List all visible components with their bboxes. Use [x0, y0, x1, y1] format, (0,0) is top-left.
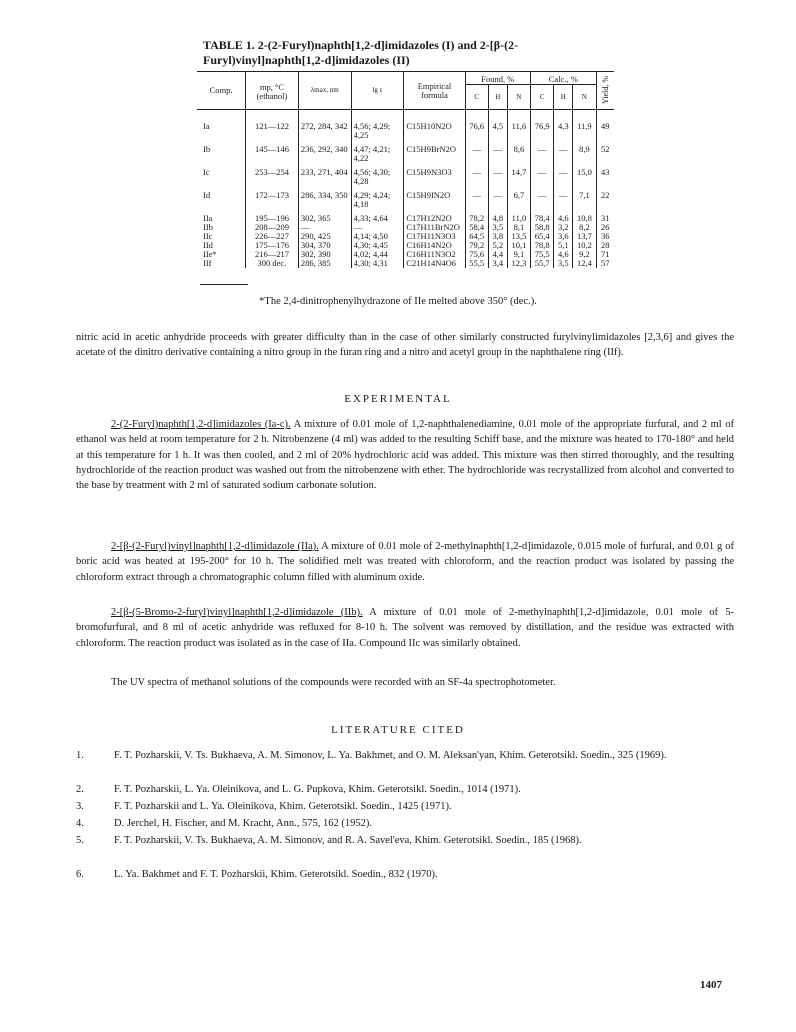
table-row [197, 259, 614, 268]
table-end-rule [200, 284, 248, 285]
reference-text: F. T. Pozharskii, V. Ts. Bukhaeva, A. M. Simonov, L. Ya. Bakhmet, and O. M. Aleksan'yan, Khim. Geterotsikl. Soedin., 325 (1969). [114, 750, 667, 761]
table-cell-cn: 7,1 [573, 186, 596, 209]
table-cell-cn: 11,9 [573, 110, 596, 141]
table-cell-comp: Ic [203, 167, 210, 177]
header-comp: Comp. [197, 72, 246, 110]
table-cell-fc: — [465, 186, 488, 209]
table-cell-cc: 78,8 [531, 241, 554, 250]
table-cell-fh: 3,8 [488, 232, 507, 241]
table-cell-mp: 300 dec. [246, 259, 299, 268]
table-cell-cn: 15,0 [573, 163, 596, 186]
table-cell-comp: Ib [203, 144, 211, 154]
table-cell-lambda: 286, 334, 350 [298, 186, 351, 209]
table-cell-lg: 4,02; 4,44 [351, 250, 404, 259]
table-cell-mp: 121—122 [246, 110, 299, 141]
table-cell-mp: 208—209 [246, 223, 299, 232]
table-cell-fc: 64,5 [465, 232, 488, 241]
table-footnote: *The 2,4-dinitrophenylhydrazone of IIe melted above 350° (dec.). [259, 296, 537, 307]
table-cell-mp: 172—173 [246, 186, 299, 209]
table-cell-formula: C17H11BrN2O [404, 223, 465, 232]
table-cell-lg: 4,56; 4,30; 4,28 [351, 163, 404, 186]
table-cell-fh: 4,8 [488, 209, 507, 223]
header-calc: Calc., % [531, 72, 596, 85]
table-cell-yield: 31 [596, 209, 614, 223]
table-cell-fn: 6,7 [507, 186, 530, 209]
table-cell-fn: 11,6 [507, 110, 530, 141]
reference-number: 4. [76, 818, 84, 829]
experimental-paragraph-4: The UV spectra of methanol solutions of the compounds were recorded with an SF-4a spectrophotometer. [111, 677, 556, 688]
table-row [197, 140, 614, 163]
intro-paragraph: nitric acid in acetic anhydride proceeds with greater difficulty than in the case of other similarly constructed furylvinylimidazoles [2,3,6] and gives the acetate of the dinitro derivative containing a nitro group in the furan ring and a nitro and acetyl group in the naphthalene ring (IIf). [76, 332, 734, 359]
table-cell-fc: 58,4 [465, 223, 488, 232]
table-cell-formula: C17H12N2O [404, 209, 465, 223]
table-cell-yield: 36 [596, 232, 614, 241]
experimental-heading: EXPERIMENTAL [344, 393, 452, 405]
table-cell-fh: 4,5 [488, 110, 507, 141]
reference-number: 2. [76, 784, 84, 795]
table-cell-mp: 145—146 [246, 140, 299, 163]
table-cell-lambda: 290, 425 [298, 232, 351, 241]
table-cell-cn: 10,8 [573, 209, 596, 223]
reference-text: D. Jerchel, H. Fischer, and M. Kracht, Ann., 575, 162 (1952). [114, 818, 372, 829]
table-cell-ch: 3,6 [554, 232, 573, 241]
header-found-c: C [465, 85, 488, 110]
table-cell-comp: IIf [203, 258, 212, 268]
table-cell-yield: 43 [596, 163, 614, 186]
table-cell-lg: — [351, 223, 404, 232]
table-cell-ch: — [554, 186, 573, 209]
table-cell-fh: — [488, 140, 507, 163]
table-cell-formula: C21H14N4O6 [404, 259, 465, 268]
table-cell-yield: 49 [596, 110, 614, 141]
table-row [197, 186, 614, 209]
table-cell-formula: C15H9BrN2O [404, 140, 465, 163]
page-number: 1407 [700, 979, 722, 991]
table-cell-fc: 79,2 [465, 241, 488, 250]
table-cell-comp: IId [203, 240, 213, 250]
table-cell-fh: — [488, 186, 507, 209]
reference-number: 5. [76, 835, 84, 846]
paragraph-1-title: 2-(2-Furyl)naphth[1,2-d]imidazoles (Ia-c). [111, 419, 291, 430]
table-cell-cc: 75,5 [531, 250, 554, 259]
table-body [197, 110, 614, 269]
reference-number: 3. [76, 801, 84, 812]
table-cell-ch: 5,1 [554, 241, 573, 250]
table-cell-cc: 58,8 [531, 223, 554, 232]
table-cell-ch: 4,6 [554, 209, 573, 223]
table-cell-cc: — [531, 140, 554, 163]
table-cell-formula: C15H9IN2O [404, 186, 465, 209]
header-found-n: N [507, 85, 530, 110]
table-cell-lambda: 286, 385 [298, 259, 351, 268]
table-cell-lg: 4,30; 4,31 [351, 259, 404, 268]
table-cell-formula: C17H11N3O3 [404, 232, 465, 241]
header-calc-c: C [531, 85, 554, 110]
table-cell-yield: 71 [596, 250, 614, 259]
header-calc-h: H [554, 85, 573, 110]
table-cell-cn: 13,7 [573, 232, 596, 241]
table-cell-mp: 175—176 [246, 241, 299, 250]
header-found: Found, % [465, 72, 530, 85]
reference-number: 1. [76, 750, 84, 761]
paragraph-3-title: 2-[β-(5-Bromo-2-furyl)vinyl]naphth[1,2-d]imidazole (IIb). [111, 607, 363, 618]
header-mp: mp, °C (ethanol) [246, 72, 299, 110]
table-cell-formula: C15H9N3O3 [404, 163, 465, 186]
table-cell-fc: 55,5 [465, 259, 488, 268]
table-cell-comp: IIb [203, 222, 213, 232]
table-cell-fn: 12,3 [507, 259, 530, 268]
table-cell-cn: 12,4 [573, 259, 596, 268]
table-cell-fh: — [488, 163, 507, 186]
table-cell-ch: — [554, 163, 573, 186]
table-cell-lambda: 236, 292, 340 [298, 140, 351, 163]
table-cell-formula: C15H10N2O [404, 110, 465, 141]
table-cell-cc: — [531, 163, 554, 186]
literature-heading: LITERATURE CITED [331, 724, 465, 736]
table-cell-fc: 75,6 [465, 250, 488, 259]
table-cell-fh: 5,2 [488, 241, 507, 250]
table-cell-lg: 4,29; 4,24; 4,18 [351, 186, 404, 209]
table-cell-cc: 65,4 [531, 232, 554, 241]
header-calc-n: N [573, 85, 596, 110]
table-cell-ch: — [554, 140, 573, 163]
table-cell-lambda: 272, 284, 342 [298, 110, 351, 141]
table-cell-lambda: 304, 370 [298, 241, 351, 250]
table-cell-fn: 9,1 [507, 250, 530, 259]
table-cell-cc: 76,9 [531, 110, 554, 141]
table-cell-lg: 4,56; 4,29; 4,25 [351, 110, 404, 141]
reference-text: F. T. Pozharskii and L. Ya. Oleinikova, Khim. Geterotsikl. Soedin., 1425 (1971). [114, 801, 452, 812]
header-yield-text: Yield, % [600, 75, 610, 104]
table-cell-ch: 4,3 [554, 110, 573, 141]
table-cell-fn: 8,6 [507, 140, 530, 163]
table-cell-yield: 52 [596, 140, 614, 163]
header-lg: lg ε [351, 72, 404, 110]
table-cell-lambda: — [298, 223, 351, 232]
table-row [197, 163, 614, 186]
table-cell-cn: 9,2 [573, 250, 596, 259]
table-cell-fh: 4,4 [488, 250, 507, 259]
table-row [197, 110, 614, 141]
table-cell-fc: — [465, 140, 488, 163]
table-cell-yield: 28 [596, 241, 614, 250]
table-cell-formula: C16H14N2O [404, 241, 465, 250]
table-row [197, 209, 614, 223]
table-cell-fn: 11,0 [507, 209, 530, 223]
table-cell-lg: 4,14; 4,50 [351, 232, 404, 241]
paragraph-1-text: A mixture of 0.01 mole of 1,2-naphthalenediamine, 0.01 mole of the appropriate furfural, and 2 ml of ethanol was held at room temperature for 2 h. Nitrobenzene (4 ml) was added to the resulting Schiff base, and the mixture was heated to 170-180° and held at this temperature for 1 h. It was then cooled, and 2 ml of 20% hydrochloric acid was added. This mixture was then stirred thoroughly, and the resulting hydrochloride of the reaction product was washed out from the nitrobenzene with ether. The hydrochloride was recrystallized from alcohol and converted to the base by treatment with 2 ml of saturated sodium carbonate solution. [76, 419, 734, 492]
table-cell-lg: 4,30; 4,45 [351, 241, 404, 250]
table-cell-formula: C16H11N3O2 [404, 250, 465, 259]
table-cell-cc: 55,7 [531, 259, 554, 268]
paragraph-2-text: A mixture of 0.01 mole of 2-methylnaphth[1,2-d]imidazole, 0.015 mole of furfural, and 0.01 g of boric acid was heated at 195-200° for 10 h. The solidified melt was treated with chloroform, and the reaction product was isolated by passing the chloroform extract through a chromatographic column filled with aluminum oxide. [76, 541, 734, 583]
table-cell-lambda: 302, 390 [298, 250, 351, 259]
table-cell-fc: 78,2 [465, 209, 488, 223]
table-title: TABLE 1. 2-(2-Furyl)naphth[1,2-d]imidazoles (I) and 2-[β-(2-Furyl)vinyl]naphth[1,2-d]imidazoles (II) [203, 38, 519, 67]
table-cell-comp: IIc [203, 231, 213, 241]
paragraph-3-text: A mixture of 0.01 mole of 2-methylnaphth[1,2-d]imidazole, 0.01 mole of 5-bromofurfural, and 8 ml of acetic anhydride was refluxed for 8-10 h. The solvent was removed by distillation, and the residue was extracted with chloroform. The reaction product was isolated as in the case of IIa. Compound IIc was similarly obtained. [76, 607, 735, 649]
header-found-h: H [488, 85, 507, 110]
paragraph-2-title: 2-[β-(2-Furyl)vinyl]naphth[1,2-d]imidazole (IIa). [111, 541, 319, 552]
table-cell-fh: 3,5 [488, 223, 507, 232]
reference-text: F. T. Pozharskii, L. Ya. Oleinikova, and L. G. Pupkova, Khim. Geterotsikl. Soedin., 1014 (1971). [114, 784, 521, 795]
reference-number: 6. [76, 869, 84, 880]
table-cell-fn: 10,1 [507, 241, 530, 250]
table-cell-comp: IIe* [203, 249, 217, 259]
table-cell-cc: 78,4 [531, 209, 554, 223]
header-yield [596, 72, 614, 110]
reference-text: L. Ya. Bakhmet and F. T. Pozharskii, Khim. Geterotsikl. Soedin., 832 (1970). [114, 869, 438, 880]
table-cell-lambda: 302, 365 [298, 209, 351, 223]
table-cell-lg: 4,47; 4,21; 4,22 [351, 140, 404, 163]
table-cell-comp: IIa [203, 213, 213, 223]
experimental-paragraph-3 [76, 605, 734, 651]
table-cell-lg: 4,33; 4,64 [351, 209, 404, 223]
table-cell-cn: 10,2 [573, 241, 596, 250]
table-cell-yield: 57 [596, 259, 614, 268]
table-cell-mp: 195—196 [246, 209, 299, 223]
header-formula: Empirical formula [404, 72, 465, 110]
table-cell-cn: 8,2 [573, 223, 596, 232]
table-cell-yield: 22 [596, 186, 614, 209]
table-cell-mp: 216—217 [246, 250, 299, 259]
table-cell-fc: — [465, 163, 488, 186]
table-cell-mp: 253—254 [246, 163, 299, 186]
table-cell-ch: 3,5 [554, 259, 573, 268]
table-cell-yield: 26 [596, 223, 614, 232]
table-cell-comp: Id [203, 190, 211, 200]
table-cell-cn: 8,9 [573, 140, 596, 163]
header-lambda: λmax, nm [298, 72, 351, 110]
table-cell-fh: 3,4 [488, 259, 507, 268]
table-cell-mp: 226—227 [246, 232, 299, 241]
reference-text: F. T. Pozharskii, V. Ts. Bukhaeva, A. M. Simonov, and R. A. Savel'eva, Khim. Geterotsikl. Soedin., 185 (1968). [114, 835, 582, 846]
table-cell-cc: — [531, 186, 554, 209]
experimental-paragraph-1 [76, 417, 734, 493]
table-cell-fn: 14,7 [507, 163, 530, 186]
table-cell-fc: 76,6 [465, 110, 488, 141]
table-cell-ch: 4,6 [554, 250, 573, 259]
table-cell-ch: 3,2 [554, 223, 573, 232]
table-cell-fn: 13,5 [507, 232, 530, 241]
table-cell-lambda: 233, 271, 404 [298, 163, 351, 186]
table-cell-fn: 8,1 [507, 223, 530, 232]
data-table [197, 71, 614, 268]
experimental-paragraph-2 [76, 539, 734, 585]
table-cell-comp: Ia [203, 121, 210, 131]
